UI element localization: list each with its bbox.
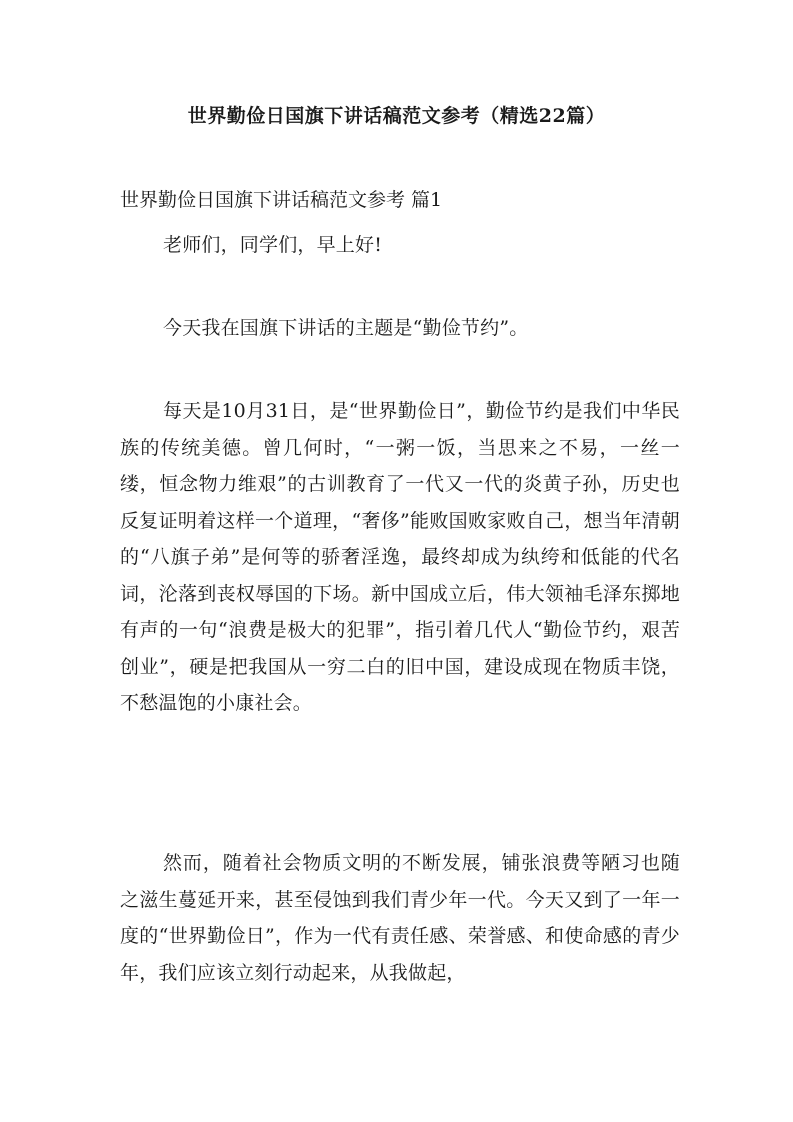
document-title: 世界勤俭日国旗下讲话稿范文参考（精选22篇） — [187, 105, 606, 127]
paragraph-greeting: 老师们，同学们，早上好! — [163, 234, 383, 256]
section-heading: 世界勤俭日国旗下讲话稿范文参考 篇1 — [120, 189, 443, 211]
paragraph-topic: 今天我在国旗下讲话的主题是“勤俭节约”。 — [163, 317, 529, 339]
paragraph-body-1: 每天是10月31日，是“世界勤俭日”，勤俭节约是我们中华民族的传统美德。曾几何时，“一粥一饭，当思来之不易，一丝一缕，恒念物力维艰”的古训教育了一代又一代的炎黄子孙，历史也反复证明着这样一个道理，“奢侈”能败国败家败自己，想当年清朝的“八旗子弟”是何等的骄奢淫逸，最终却成为纨绔和低能的代名词，沦落到丧权辱国的下场。新中国成立后，伟大领袖毛泽东掷地有声的一句“浪费是极大的犯罪”，指引着几代人“勤俭节约，艰苦创业”，硬是把我国从一穷二白的旧中国，建设成现在物质丰饶，不愁温饱的小康社会。 — [120, 400, 680, 714]
paragraph-body-2: 然而，随着社会物质文明的不断发展，铺张浪费等陋习也随之滋生蔓延开来，甚至侵蚀到我们青少年一代。今天又到了一年一度的“世界勤俭日”，作为一代有责任感、荣誉感、和使命感的青少年，我们应该立刻行动起来，从我做起， — [120, 852, 680, 984]
